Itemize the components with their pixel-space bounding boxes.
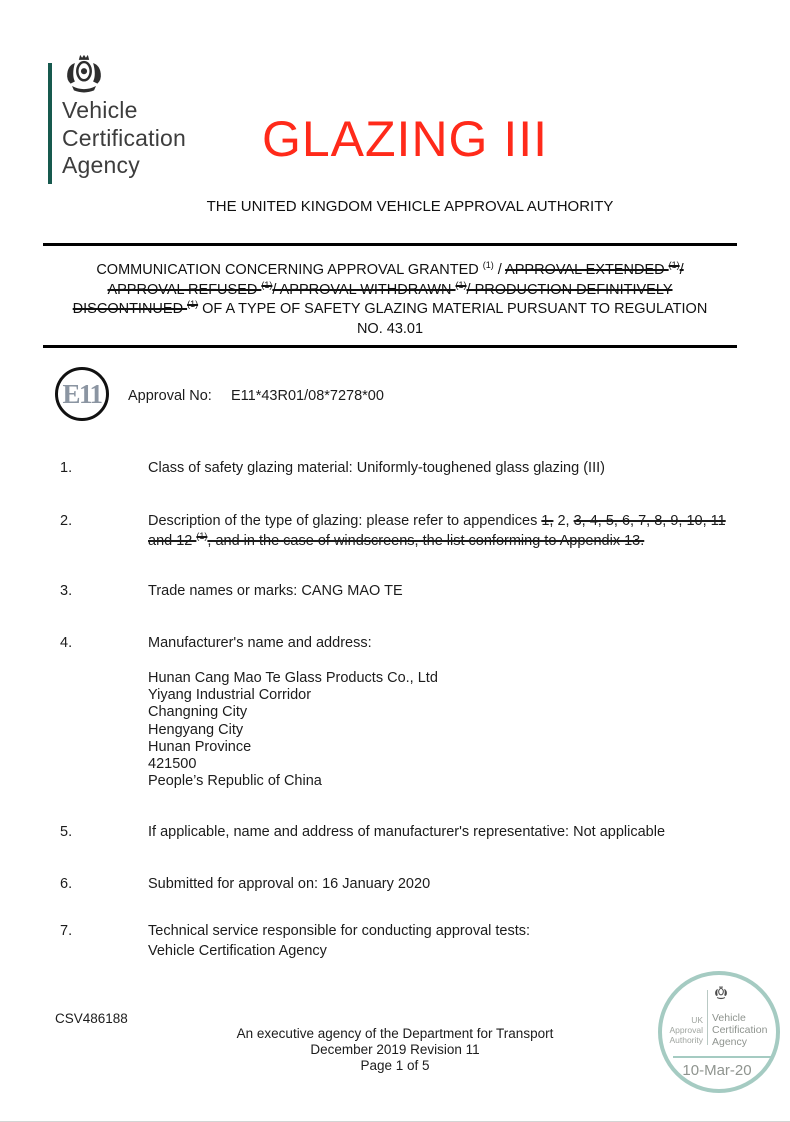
item-text — [148, 511, 740, 551]
item-line — [148, 633, 740, 653]
royal-coat-of-arms-icon — [61, 53, 107, 102]
item-row — [60, 458, 740, 478]
horizontal-rule-top — [43, 243, 737, 246]
text-segment: / APPROVAL WITHDRAWN — [272, 281, 456, 298]
text-segment: 2, — [553, 513, 574, 529]
manufacturer-address — [148, 670, 740, 790]
text-segment: OF A TYPE OF SAFETY GLAZING MATERIAL PURSUANT TO REGULATION — [198, 301, 708, 317]
text-segment: / — [493, 262, 506, 278]
text-segment: 3, 4, 5, 6, 7, 8, 9, 10, 11 and 12 — [148, 513, 726, 549]
text-segment: (1) — [187, 299, 199, 310]
address-line: 421500 — [148, 756, 197, 773]
logo-word: Vehicle — [62, 97, 138, 123]
footer-line: Page 1 of 5 — [360, 1057, 430, 1073]
text-segment: (1) — [668, 260, 680, 271]
item-line — [148, 458, 740, 478]
text-segment: Manufacturer's name and address: — [148, 635, 372, 651]
item-number: 5. — [60, 824, 73, 840]
logo-word: Certification — [62, 124, 187, 151]
text-segment: , and in the case of windscreens, the list conforming to Appendix 13. — [207, 533, 645, 549]
text-segment: / PRODUCTION DEFINITIVELY — [466, 281, 673, 298]
text-segment: NO. 43.01 — [356, 320, 424, 337]
approval-number-label: Approval No: — [128, 388, 212, 404]
item-text — [148, 874, 740, 894]
item-line — [148, 874, 740, 894]
logo-word: Agency — [62, 152, 140, 178]
crown-icon — [713, 984, 729, 1007]
approval-number-value: E11*43R01/08*7278*00 — [231, 388, 384, 404]
stamp-agency-name: Vehicle Certification Agency — [712, 1012, 768, 1048]
item-text — [148, 822, 740, 842]
text-segment: Submitted for approval on: 16 January 2020 — [148, 876, 431, 892]
address-line: Changning City — [148, 704, 248, 721]
communication-line — [43, 300, 737, 320]
stamp-authority-label: UK Approval Authority — [669, 1015, 703, 1045]
item-number: 7. — [60, 923, 73, 939]
communication-line — [43, 281, 737, 301]
text-segment: APPROVAL REFUSED — [107, 281, 262, 298]
stamp-divider — [707, 990, 708, 1045]
e-mark-badge — [55, 367, 109, 421]
text-segment: APPROVAL EXTENDED — [505, 262, 669, 278]
address-line: Hengyang City — [148, 721, 244, 738]
text-segment: / — [679, 262, 684, 278]
item-number: 1. — [60, 460, 73, 476]
text-segment: (1) — [196, 531, 208, 542]
address-line: People’s Republic of China — [148, 773, 322, 790]
item-text — [148, 921, 740, 961]
communication-paragraph — [43, 261, 737, 339]
item-row — [60, 822, 740, 842]
approval-stamp — [658, 971, 780, 1093]
text-segment: Vehicle Certification Agency — [148, 943, 327, 959]
address-line: Hunan Province — [148, 738, 252, 755]
item-line — [148, 581, 740, 601]
text-segment: (1) — [261, 279, 273, 290]
communication-line — [43, 320, 737, 340]
item-number: 6. — [60, 876, 73, 892]
document-title: GLAZING III — [261, 111, 549, 167]
item-line — [148, 822, 740, 842]
item-text — [148, 633, 740, 790]
stamp-date: 10-Mar-20 — [682, 1062, 752, 1079]
item-number: 4. — [60, 635, 73, 651]
address-line: Yiyang Industrial Corridor — [148, 687, 312, 704]
item-line — [148, 941, 740, 961]
item-row — [60, 633, 740, 790]
address-line: Hunan Cang Mao Te Glass Products Co., Ltd — [148, 670, 438, 686]
e-mark-code: E11 — [62, 378, 102, 409]
item-line — [148, 921, 740, 941]
text-segment: Trade names or marks: CANG MAO TE — [148, 583, 403, 599]
horizontal-rule-bottom — [43, 345, 737, 348]
footer-line: December 2019 Revision 11 — [310, 1041, 480, 1057]
footer-line: An executive agency of the Department for Transport — [236, 1026, 554, 1041]
item-row — [60, 874, 740, 894]
item-row — [60, 581, 740, 601]
text-segment: DISCONTINUED — [72, 301, 188, 317]
item-number: 3. — [60, 583, 73, 599]
item-row — [60, 921, 740, 961]
text-segment: COMMUNICATION CONCERNING APPROVAL GRANTED — [96, 262, 483, 278]
text-segment: Description of the type of glazing: please refer to appendices — [148, 513, 542, 529]
item-line — [148, 511, 740, 551]
text-segment: Class of safety glazing material: Uniformly-toughened glass glazing (III) — [148, 460, 605, 476]
document-reference: CSV486188 — [55, 1011, 128, 1026]
item-row — [60, 511, 740, 551]
text-segment: If applicable, name and address of manufacturer's representative: Not applicable — [148, 824, 666, 840]
stamp-date-rule — [673, 1056, 771, 1058]
authority-subtitle: THE UNITED KINGDOM VEHICLE APPROVAL AUTHORITY — [206, 198, 614, 215]
item-number: 2. — [60, 513, 73, 529]
text-segment: (1) — [482, 260, 494, 271]
text-segment: Technical service responsible for conducting approval tests: — [148, 923, 531, 939]
communication-line — [43, 261, 737, 281]
text-segment: (1) — [455, 279, 467, 290]
item-text — [148, 581, 740, 601]
item-text — [148, 458, 740, 478]
text-segment: 1, — [541, 513, 554, 529]
